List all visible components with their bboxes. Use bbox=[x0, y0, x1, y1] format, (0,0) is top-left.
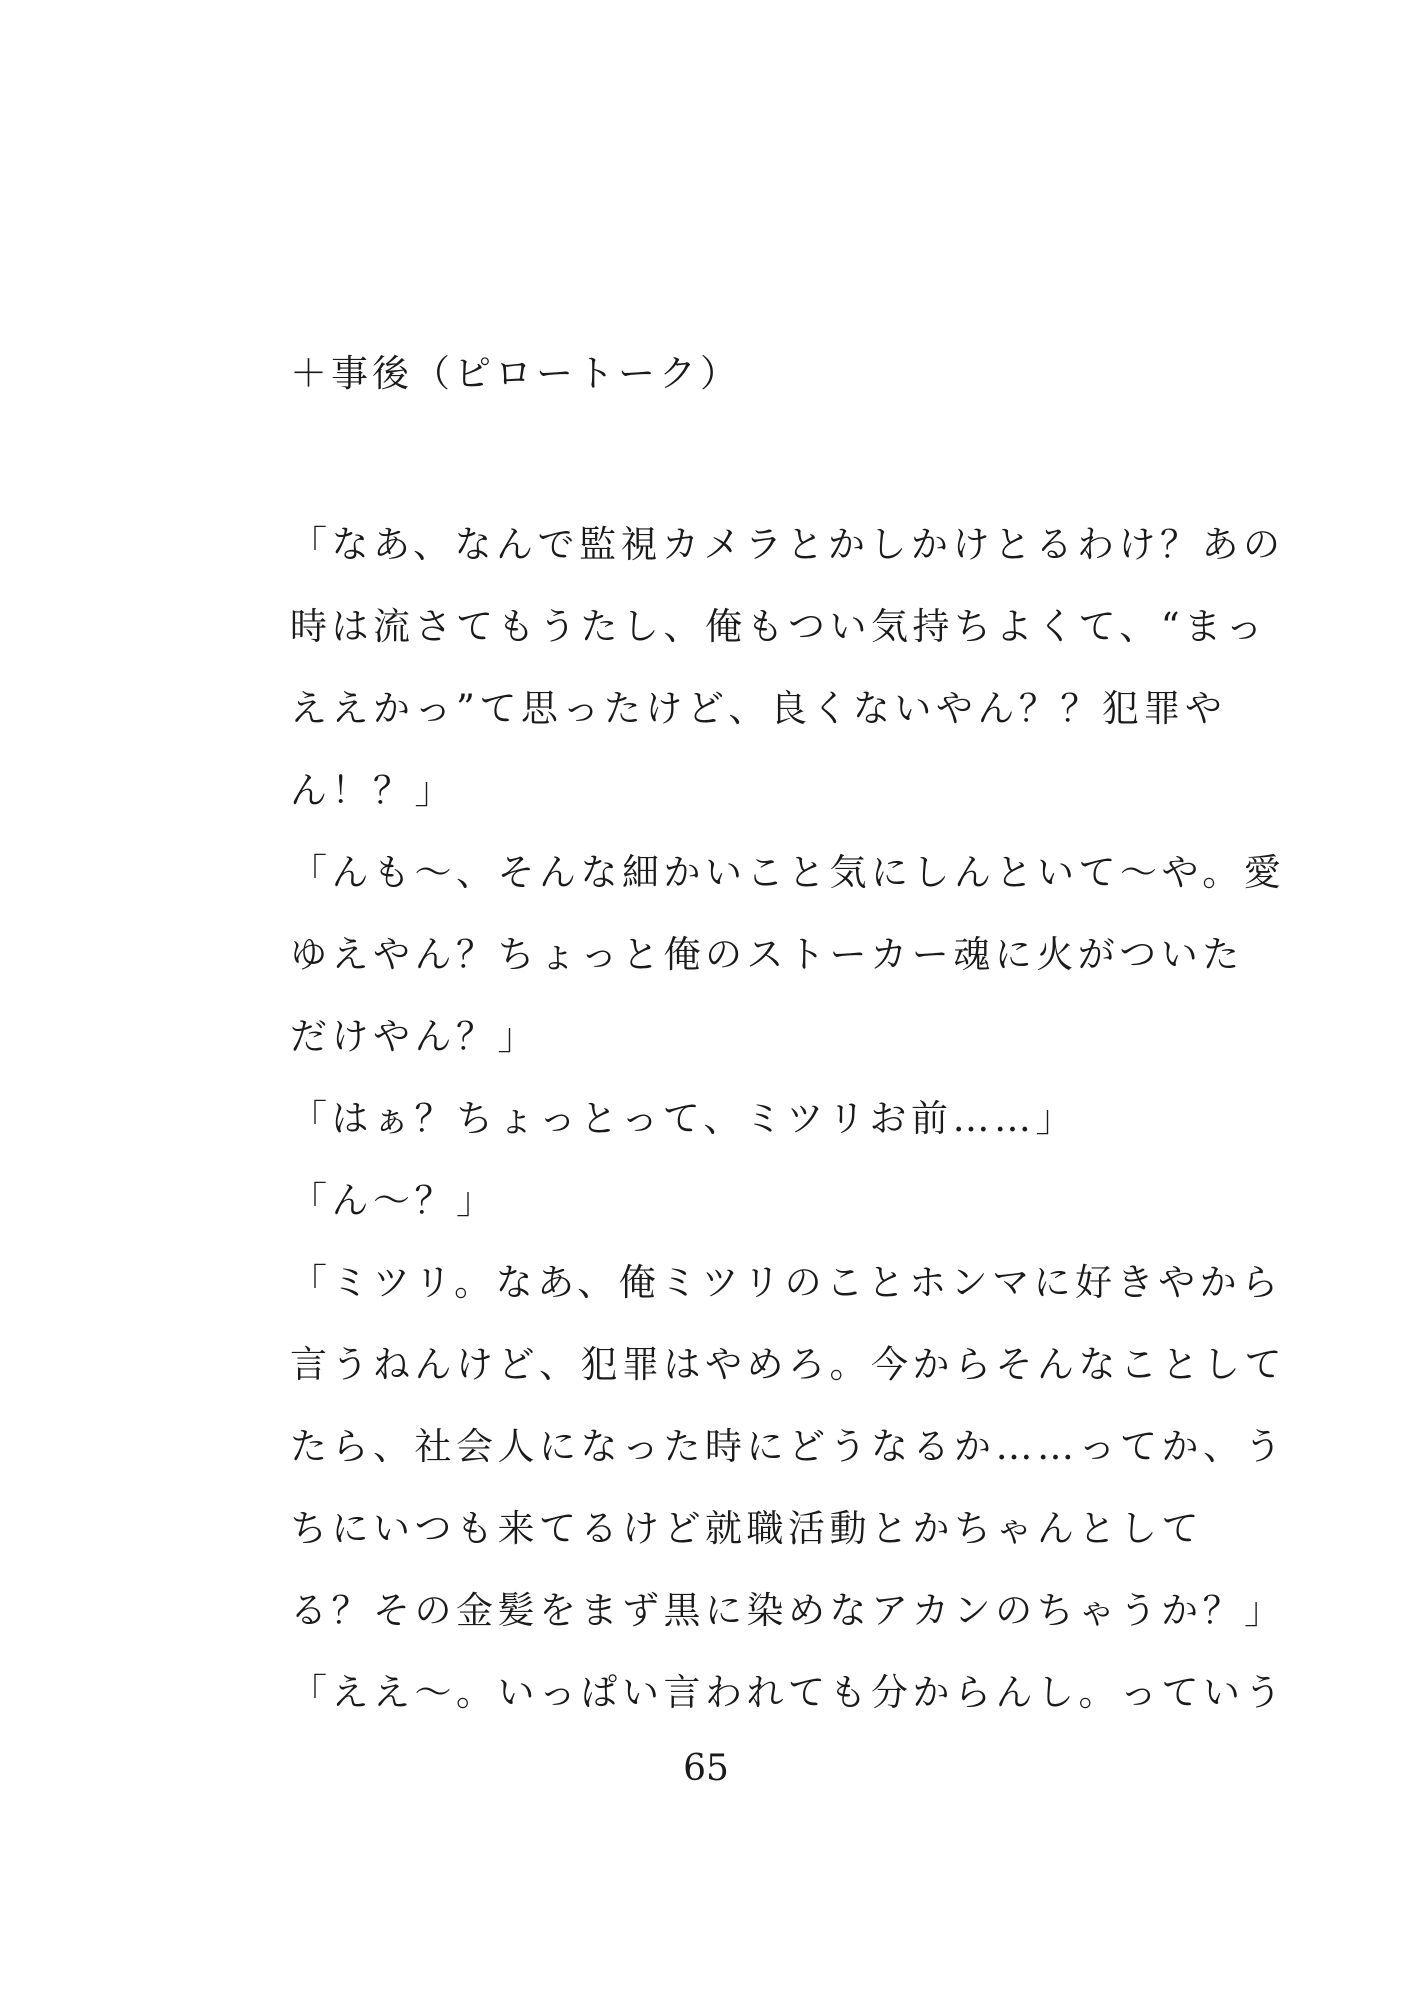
body-line: る？その金髪をまず黒に染めなアカンのちゃうか？」 bbox=[290, 1589, 1286, 1632]
body-line: たら、社会人になった時にどうなるか……ってか、う bbox=[290, 1425, 1286, 1468]
body-line: 「はぁ？ちょっとって、ミツリお前……」 bbox=[290, 1097, 1078, 1140]
body-line: 「ええ～。いっぱい言われても分からんし。っていう bbox=[290, 1671, 1286, 1714]
body-line: 「ん～？」 bbox=[290, 1179, 498, 1222]
body-line: ゆえやん？ちょっと俺のストーカー魂に火がついた bbox=[290, 933, 1244, 976]
body-line: 「なあ、なんで監視カメラとかしかけとるわけ？あの bbox=[290, 523, 1285, 566]
body-line: ん！？」 bbox=[290, 769, 456, 812]
body-line: 「んも～、そんな細かいこと気にしんといて～や。愛 bbox=[290, 851, 1286, 894]
body-line: 「ミツリ。なあ、俺ミツリのことホンマに好きやから bbox=[290, 1261, 1283, 1304]
body-line: 言うねんけど、犯罪はやめろ。今からそんなことして bbox=[290, 1343, 1286, 1386]
body-line: ちにいつも来てるけど就職活動とかちゃんとして bbox=[290, 1507, 1203, 1550]
body-line: ええかっ”て思ったけど、良くないやん？？犯罪や bbox=[290, 687, 1227, 730]
section-heading: ＋事後（ピロートーク） bbox=[290, 352, 741, 395]
body-line: だけやん？」 bbox=[290, 1015, 539, 1058]
body-line: 時は流さてもうたし、俺もつい気持ちよくて、“まっ bbox=[290, 605, 1268, 648]
body-text bbox=[290, 504, 1286, 1734]
page-number: 65 bbox=[683, 1748, 729, 1789]
